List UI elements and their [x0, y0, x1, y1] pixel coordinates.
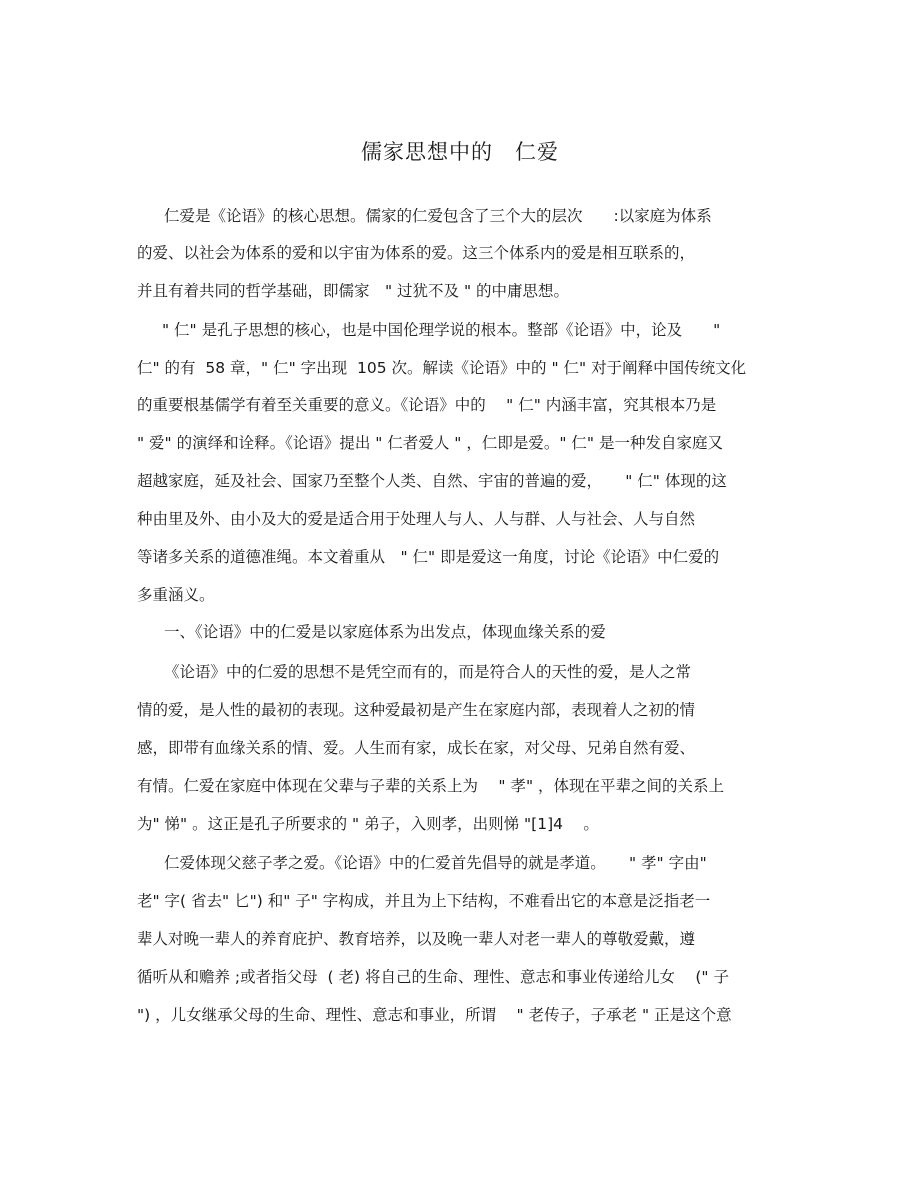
page-title: 儒家思想中的 仁爱	[361, 140, 559, 164]
paragraph-line: 《论语》中的仁爱的思想不是凭空而有的，而是符合人的天性的爱，是人之常	[164, 663, 692, 681]
paragraph-line: 感，即带有血缘关系的情、爱。人生而有家，成长在家，对父母、兄弟自然有爱、	[137, 739, 696, 757]
paragraph-line: 种由里及外、由小及大的爱是适合用于处理人与人、人与群、人与社会、人与自然	[137, 510, 696, 528]
paragraph-line: 仁爱是《论语》的核心思想。儒家的仁爱包含了三个大的层次 :以家庭为体系	[164, 207, 712, 225]
paragraph-line: 等诸多关系的道德准绳。本文着重从 " 仁" 即是爱这一角度，讨论《论语》中仁爱的	[137, 548, 720, 566]
paragraph-line: 并且有着共同的哲学基础，即儒家 " 过犹不及 " 的中庸思想。	[137, 282, 570, 300]
paragraph-line: 的爱、以社会为体系的爱和以宇宙为体系的爱。这三个体系内的爱是相互联系的，	[137, 244, 696, 262]
paragraph-line: 辈人对晚一辈人的养育庇护、教育培养，以及晚一辈人对老一辈人的尊敬爱戴，遵	[137, 930, 696, 948]
paragraph-line: 仁" 的有 58 章，" 仁" 字出现 105 次。解读《论语》中的 " 仁" 对于阐释中国传统文化	[137, 359, 747, 377]
paragraph-line: 循听从和赡养 ;或者指父母 ( 老) 将自己的生命、理性、意志和事业传递给儿女 (" 子	[137, 968, 729, 986]
paragraph-line: 超越家庭，延及社会、国家乃至整个人类、自然、宇宙的普遍的爱， " 仁" 体现的这	[137, 472, 727, 490]
section-heading: 一、《论语》中的仁爱是以家庭体系为出发点，体现血缘关系的爱	[164, 623, 606, 641]
paragraph-line: 的重要根基儒学有着至关重要的意义。《论语》中的 " 仁" 内涵丰富，究其根本乃是	[137, 396, 717, 414]
paragraph-line: ") ，儿女继承父母的生命、理性、意志和事业，所谓 " 老传子，子承老 " 正是这个意	[137, 1006, 732, 1024]
paragraph-line: 仁爱体现父慈子孝之爱。《论语》中的仁爱首先倡导的就是孝道。 " 孝" 字由"	[164, 854, 707, 872]
paragraph-line: 有情。仁爱在家庭中体现在父辈与子辈的关系上为 " 孝" ，体现在平辈之间的关系上	[137, 777, 725, 795]
paragraph-line: 多重涵义。	[137, 586, 215, 604]
paragraph-line: " 爱" 的演绎和诠释。《论语》提出 " 仁者爱人 " ，仁即是爱。" 仁" 是一种发自家庭又	[137, 434, 723, 452]
paragraph-line: " 仁" 是孔子思想的核心，也是中国伦理学说的根本。整部《论语》中，论及 "	[162, 321, 721, 339]
paragraph-line: 情的爱，是人性的最初的表现。这种爱最初是产生在家庭内部，表现着人之初的情	[137, 701, 696, 719]
paragraph-line: 老" 字( 省去" 匕") 和" 子" 字构成，并且为上下结构，不难看出它的本意是泛指老一	[137, 892, 711, 910]
paragraph-line: 为" 悌" 。这正是孔子所要求的 " 弟子，入则孝，出则悌 "[1]4 。	[137, 815, 599, 833]
